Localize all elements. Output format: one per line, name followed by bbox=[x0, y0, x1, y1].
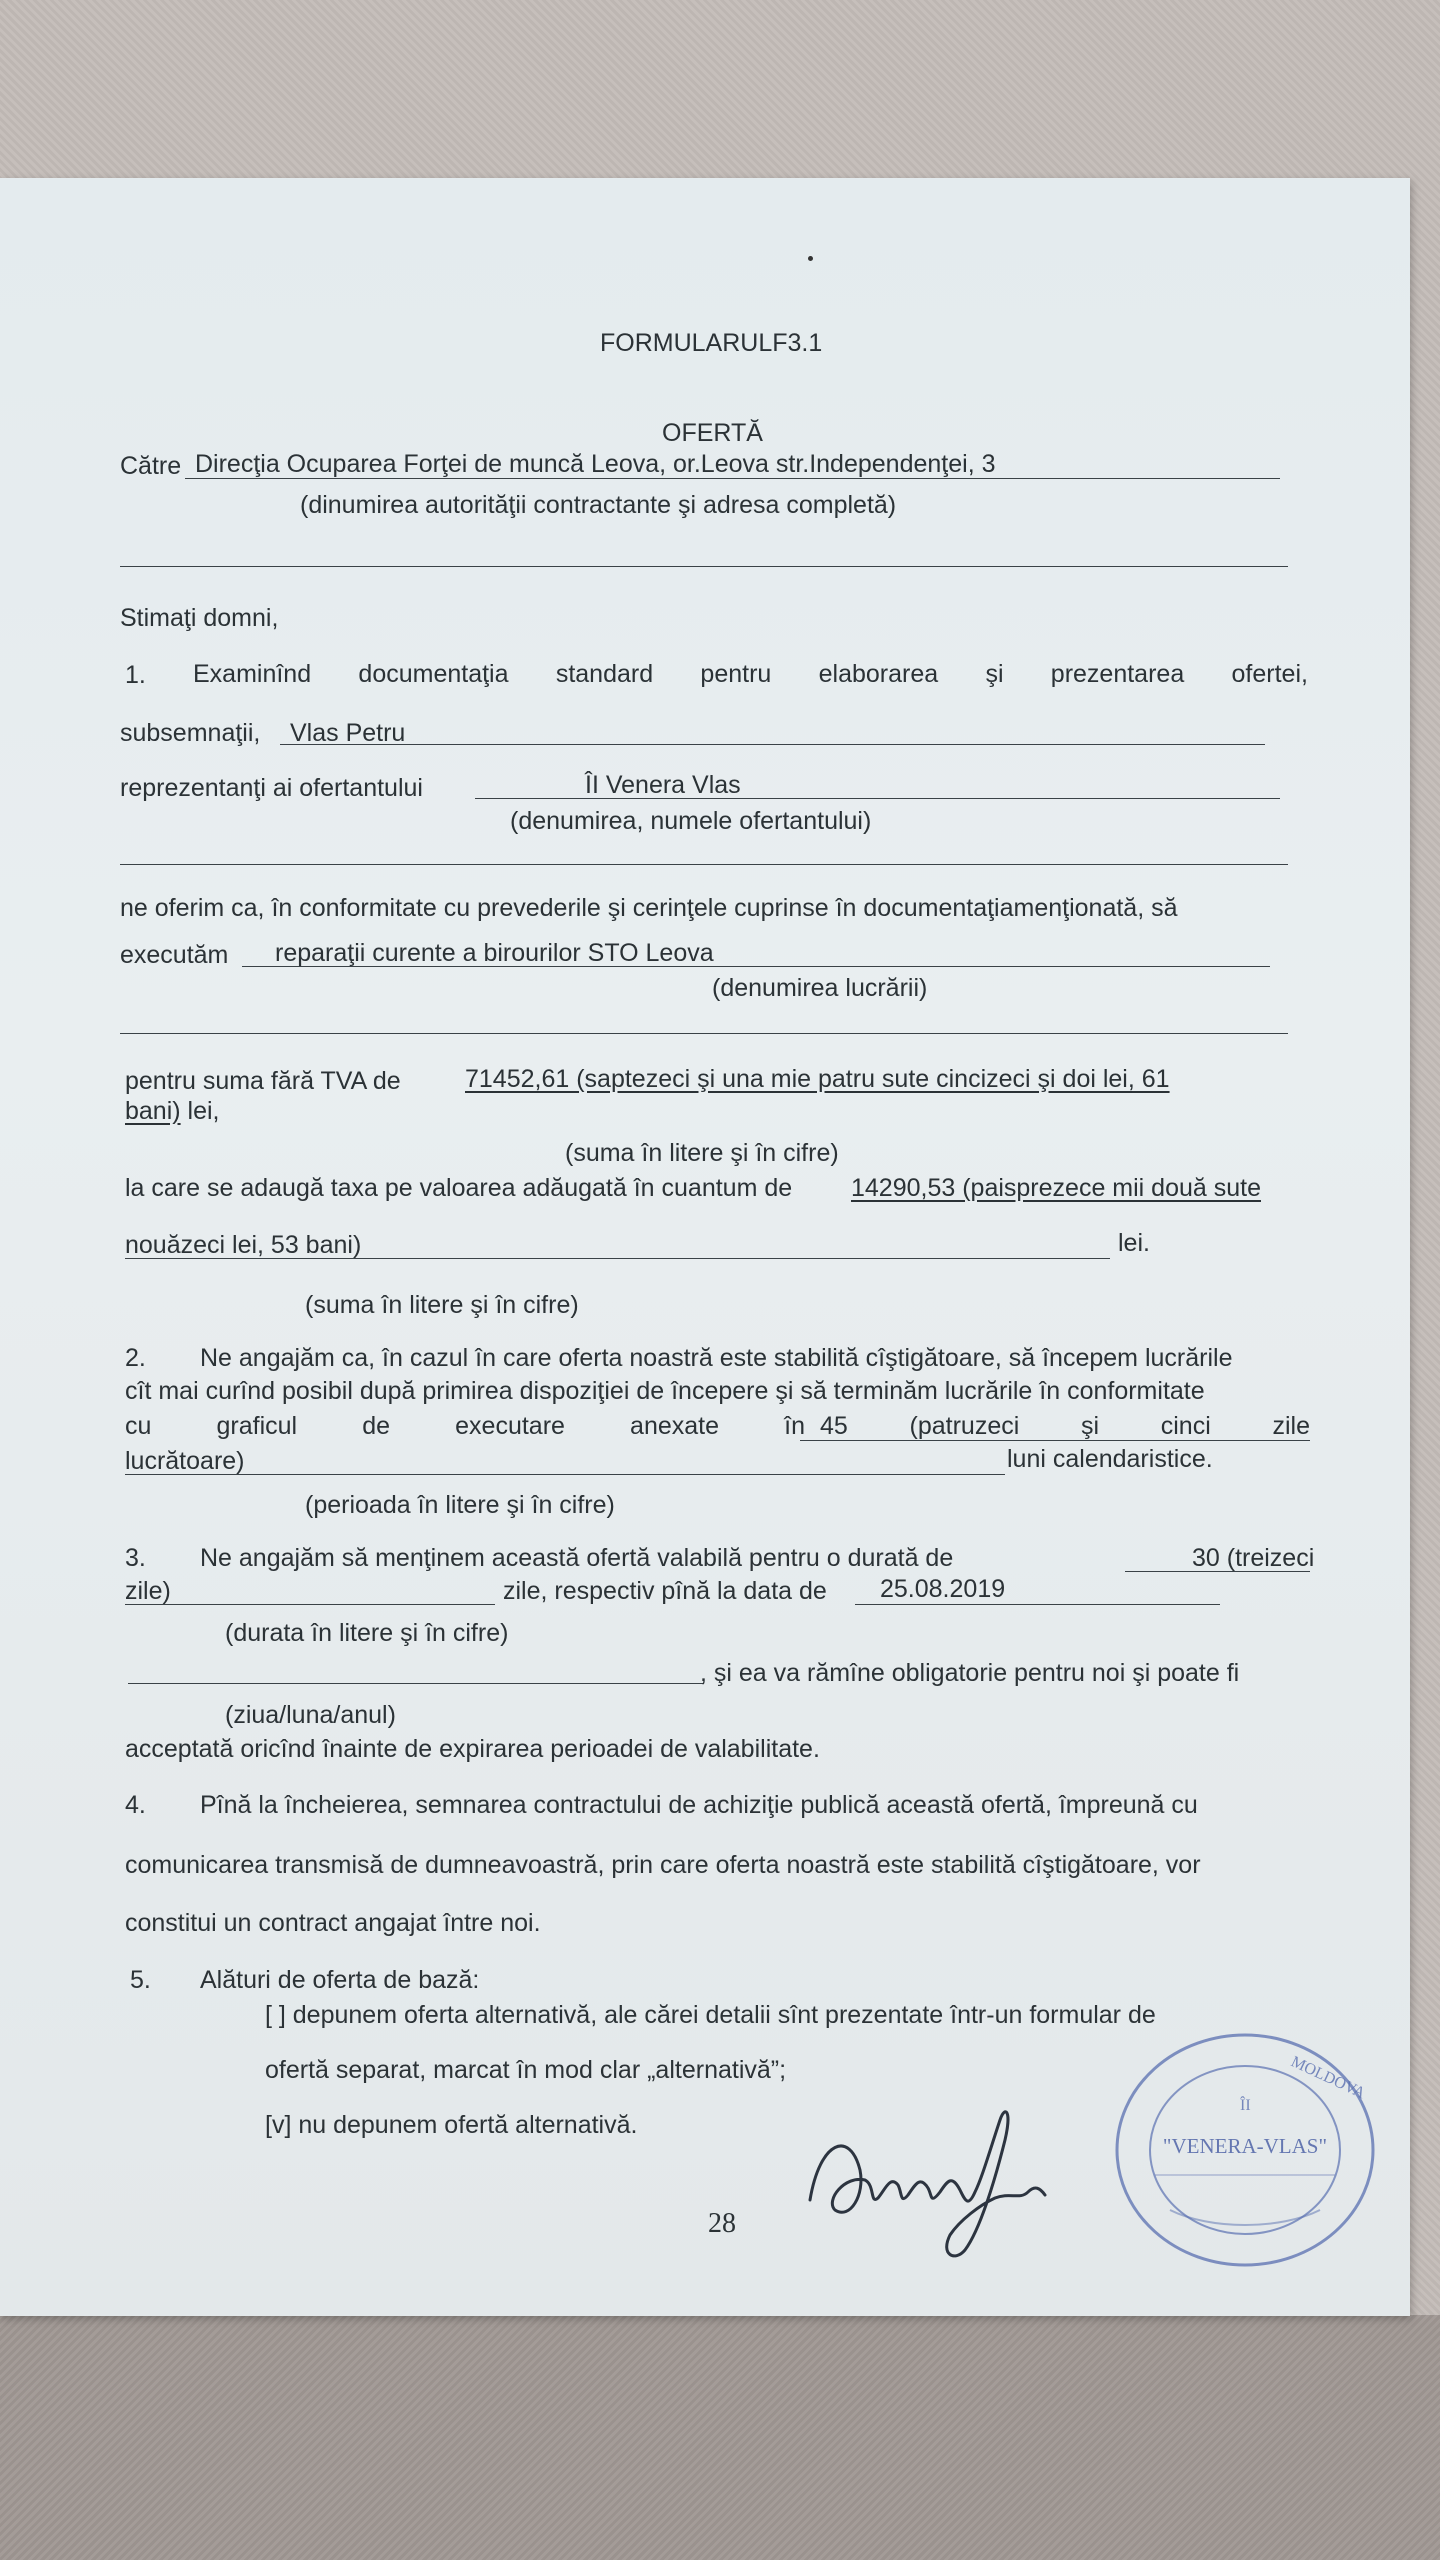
p4-line3: constitui un contract angajat între noi. bbox=[125, 1909, 541, 1937]
p3-caption: (durata în litere şi în cifre) bbox=[225, 1619, 509, 1647]
blank-line bbox=[120, 1033, 1288, 1034]
execute-caption: (denumirea lucrării) bbox=[712, 974, 928, 1002]
to-label: Către bbox=[120, 452, 182, 480]
p5-option1-line2: ofertă separat, marcat în mod clar „alternativă”; bbox=[265, 2056, 787, 2084]
sum-label: pentru suma fără TVA de bbox=[125, 1067, 401, 1095]
p2-term-line1 bbox=[820, 1412, 1310, 1441]
p3-duration-line1: 30 (treizeci bbox=[1192, 1544, 1315, 1572]
p5-option2: [v] nu depunem ofertă alternativă. bbox=[265, 2111, 638, 2139]
word: executare bbox=[455, 1412, 565, 1440]
p3-date: 25.08.2019 bbox=[880, 1575, 1006, 1603]
word: cinci bbox=[1160, 1412, 1211, 1440]
document-title: OFERTĂ bbox=[662, 419, 763, 447]
p4-line1: Pînă la încheierea, semnarea contractului de achiziţie publică această ofertă, împreună cu bbox=[200, 1791, 1198, 1819]
p3-number: 3. bbox=[125, 1544, 146, 1572]
offer-line: ne oferim ca, în conformitate cu prevederile şi cerinţele cuprinse în documentaţiamenţionată, să bbox=[120, 894, 1178, 922]
p2-line1: Ne angajăm ca, în cazul în care oferta noastră este stabilită cîştigătoare, să începem lucrările bbox=[200, 1344, 1233, 1372]
seal-text-small: ÎI bbox=[1240, 2097, 1251, 2114]
to-underline bbox=[185, 478, 1280, 479]
greeting: Stimaţi domni, bbox=[120, 604, 279, 632]
p3-duration-underline1 bbox=[1125, 1571, 1310, 1572]
p2-line2: cît mai curînd posibil după primirea dispoziţiei de începere şi să terminăm lucrările în conformitate bbox=[125, 1377, 1205, 1405]
page-number: 28 bbox=[708, 2208, 736, 2239]
p3-binding: , şi ea va rămîne obligatorie pentru noi şi poate fi bbox=[700, 1659, 1240, 1687]
word: zile bbox=[1272, 1412, 1310, 1440]
ink-dot bbox=[808, 256, 813, 261]
p3-date-underline bbox=[855, 1604, 1220, 1605]
word: standard bbox=[555, 660, 654, 688]
document-page bbox=[0, 178, 1410, 2316]
p5-option1-line1: [ ] depunem oferta alternativă, ale cărei detalii sînt prezentate într-un formular de bbox=[265, 2001, 1156, 2029]
seal-text-top: MOLDOVA bbox=[1288, 2053, 1368, 2103]
representatives-caption: (denumirea, numele ofertantului) bbox=[510, 807, 872, 835]
word: în bbox=[784, 1412, 805, 1440]
word: elaborarea bbox=[818, 660, 939, 688]
p2-number: 2. bbox=[125, 1344, 146, 1372]
p2-term-underline1 bbox=[800, 1440, 1310, 1441]
blank-line bbox=[120, 566, 1288, 567]
word: ofertei, bbox=[1231, 660, 1308, 688]
word: documentaţia bbox=[358, 660, 509, 688]
p4-number: 4. bbox=[125, 1791, 146, 1819]
p5-intro: Alături de oferta de bază: bbox=[200, 1966, 480, 1994]
undersigned-underline bbox=[280, 744, 1265, 745]
word: prezentarea bbox=[1050, 660, 1185, 688]
p3-duration-underline2 bbox=[125, 1604, 495, 1605]
word: şi bbox=[1080, 1412, 1100, 1440]
word: şi bbox=[985, 660, 1004, 688]
seal-text-center: "VENERA-VLAS" bbox=[1162, 2134, 1328, 2158]
p2-suffix: luni calendaristice. bbox=[1007, 1445, 1213, 1473]
representatives-value: ÎI Venera Vlas bbox=[585, 771, 741, 799]
p3-line1: Ne angajăm să menţinem această ofertă valabilă pentru o durată de bbox=[200, 1544, 954, 1572]
vat-suffix: lei. bbox=[1118, 1229, 1150, 1257]
form-code: FORMULARULF3.1 bbox=[600, 329, 823, 357]
word: (patruzeci bbox=[909, 1412, 1020, 1440]
representatives-underline bbox=[475, 798, 1280, 799]
word: anexate bbox=[630, 1412, 720, 1440]
undersigned-label: subsemnaţii, bbox=[120, 719, 261, 747]
p2-term-underline2 bbox=[125, 1474, 1005, 1475]
p1-number: 1. bbox=[125, 661, 146, 689]
vat-underline bbox=[125, 1258, 1110, 1259]
vat-label: la care se adaugă taxa pe valoarea adăugată în cuantum de bbox=[125, 1174, 793, 1202]
word: graficul bbox=[216, 1412, 298, 1440]
p2-line3 bbox=[125, 1412, 805, 1441]
p2-term-line2: lucrătoare) bbox=[125, 1447, 245, 1475]
p4-line2: comunicarea transmisă de dumneavoastră, prin care oferta noastră este stabilită cîştigătoare, vor bbox=[125, 1851, 1201, 1879]
p3-middle: zile, respectiv pînă la data de bbox=[503, 1577, 827, 1605]
company-seal bbox=[1110, 2025, 1380, 2275]
representatives-label: reprezentanţi ai ofertantului bbox=[120, 774, 423, 802]
vat-caption: (suma în litere şi în cifre) bbox=[305, 1291, 579, 1319]
p3-duration-line2: zile) bbox=[125, 1577, 171, 1605]
word: de bbox=[362, 1412, 391, 1440]
p5-number: 5. bbox=[130, 1966, 151, 1994]
sum-caption: (suma în litere şi în cifre) bbox=[565, 1139, 839, 1167]
execute-underline bbox=[242, 966, 1270, 967]
word: 45 bbox=[820, 1412, 848, 1440]
sum-value-line2: bani) lei, bbox=[125, 1097, 220, 1125]
sum-value-line1: 71452,61 (saptezeci şi una mie patru sute cincizeci şi doi lei, 61 bbox=[465, 1065, 1170, 1093]
vat-value-line1: 14290,53 (paisprezece mii două sute bbox=[851, 1174, 1261, 1202]
p1-line bbox=[193, 660, 1308, 689]
execute-label: executăm bbox=[120, 941, 229, 969]
table-surface bbox=[0, 2315, 1440, 2560]
p3-date-caption: (ziua/luna/anul) bbox=[225, 1701, 396, 1729]
word: cu bbox=[125, 1412, 152, 1440]
word: Examinînd bbox=[193, 660, 312, 688]
vat-value-line2: nouăzeci lei, 53 bani) bbox=[125, 1231, 362, 1259]
p3-last: acceptată oricînd înainte de expirarea perioadei de valabilitate. bbox=[125, 1735, 820, 1763]
blank-line bbox=[120, 864, 1288, 865]
to-value: Direcţia Ocuparea Forţei de muncă Leova, or.Leova str.Independenţei, 3 bbox=[195, 450, 996, 478]
to-caption: (dinumirea autorităţii contractante şi adresa completă) bbox=[300, 491, 897, 519]
p3-date-blank bbox=[128, 1683, 703, 1684]
word: pentru bbox=[700, 660, 772, 688]
execute-value: reparaţii curente a birourilor STO Leova bbox=[275, 939, 714, 967]
p2-caption: (perioada în litere şi în cifre) bbox=[305, 1491, 615, 1519]
signature bbox=[790, 2080, 1110, 2280]
undersigned-value: Vlas Petru bbox=[290, 719, 406, 747]
